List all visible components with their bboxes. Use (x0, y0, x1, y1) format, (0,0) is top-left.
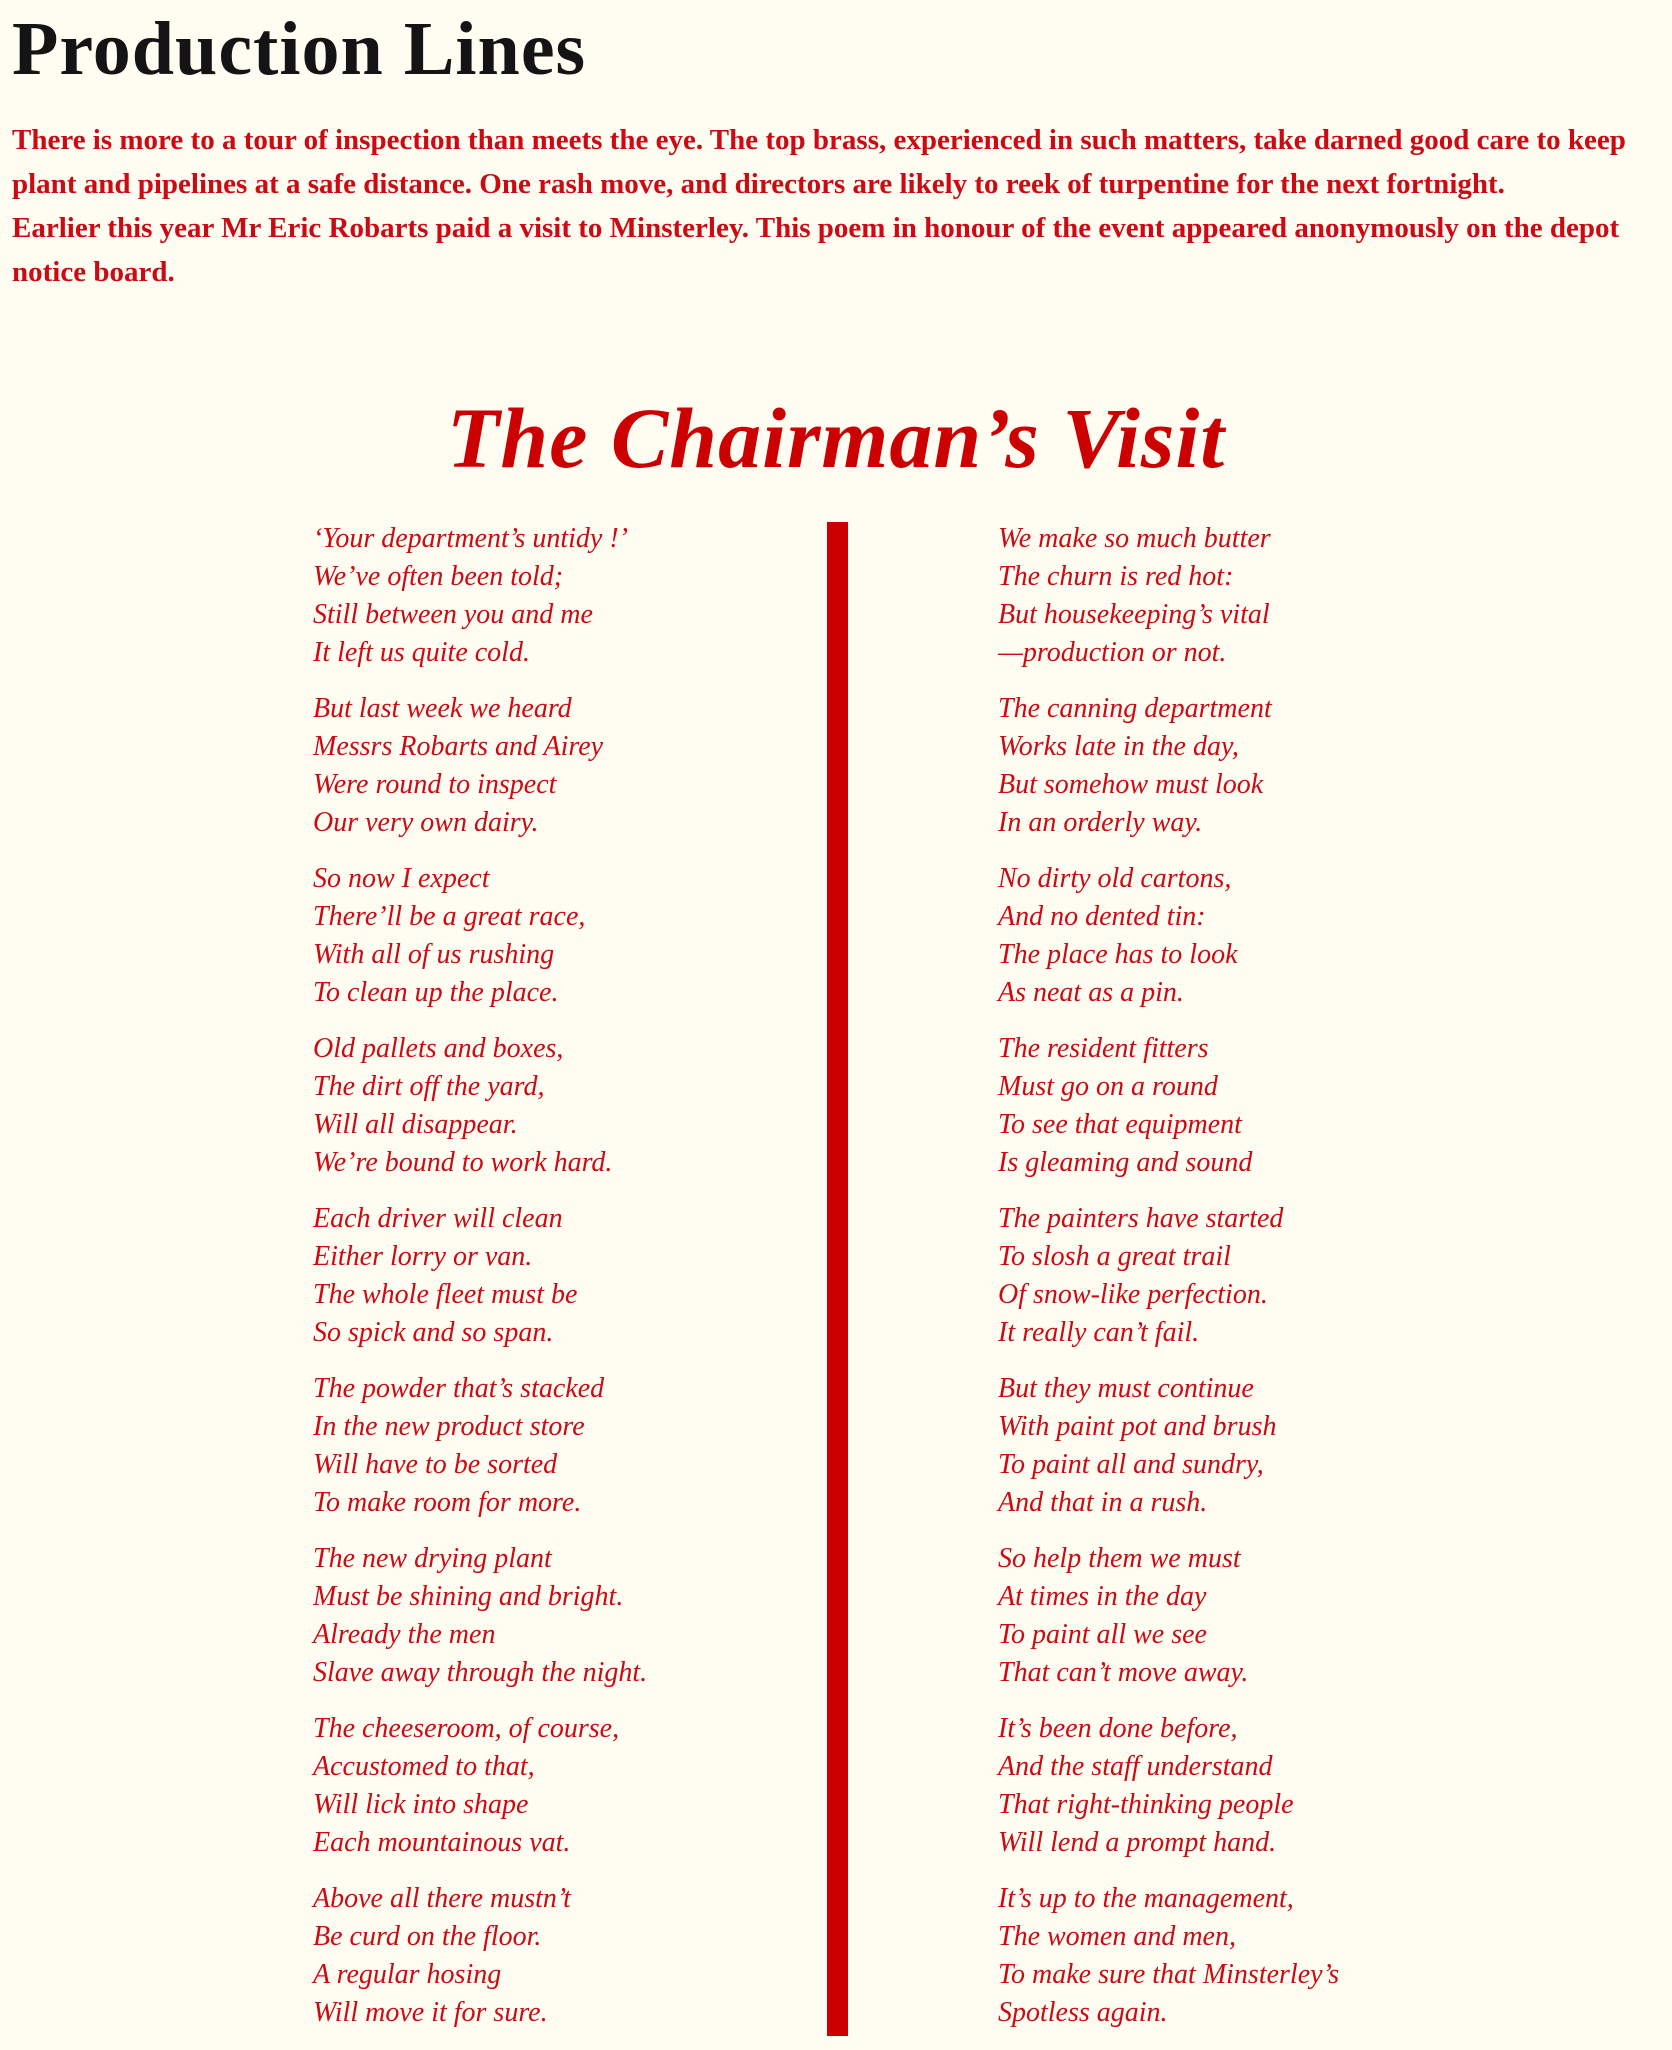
poem-line: No dirty old cartons, (998, 863, 1232, 894)
poem-line: Old pallets and boxes, (313, 1033, 564, 1064)
poem-line: We’ve often been told; (313, 561, 564, 592)
poem-line: Accustomed to that, (313, 1751, 535, 1782)
poem-line: So help them we must (998, 1543, 1241, 1574)
stanza (998, 1710, 1339, 1880)
poem-line: To see that equipment (998, 1109, 1242, 1140)
poem-line: Our very own dairy. (313, 807, 539, 838)
poem-line: But they must continue (998, 1373, 1254, 1404)
stanza (998, 1880, 1339, 2050)
poem-line: Must be shining and bright. (313, 1581, 624, 1612)
poem-line: Will move it for sure. (313, 1997, 548, 2028)
intro-paragraph: Earlier this year Mr Eric Robarts paid a visit to Minsterley. This poem in honour of the event appeared anonymously on the depot notice board. (12, 212, 1620, 288)
stanza (998, 690, 1339, 860)
poem-line: Works late in the day, (998, 731, 1239, 762)
poem-line: Will all disappear. (313, 1109, 518, 1140)
stanza (998, 860, 1339, 1030)
stanza (313, 690, 647, 860)
poem-line: Will lick into shape (313, 1789, 529, 1820)
poem-line: That can’t move away. (998, 1657, 1249, 1688)
poem-right-column (998, 520, 1339, 2050)
poem-line: To paint all we see (998, 1619, 1207, 1650)
poem-line: —production or not. (998, 637, 1227, 668)
poem-line: In the new product store (313, 1411, 585, 1442)
poem-line: As neat as a pin. (998, 977, 1184, 1008)
poem-line: But last week we heard (313, 693, 572, 724)
poem-line: To clean up the place. (313, 977, 559, 1008)
poem-line: And that in a rush. (998, 1487, 1208, 1518)
poem-line: Were round to inspect (313, 769, 557, 800)
poem-line: Already the men (313, 1619, 496, 1650)
poem-line: Messrs Robarts and Airey (313, 731, 604, 762)
poem-line: Is gleaming and sound (998, 1147, 1253, 1178)
poem-line: And no dented tin: (998, 901, 1206, 932)
poem-line: The churn is red hot: (998, 561, 1234, 592)
poem-line: It’s been done before, (998, 1713, 1238, 1744)
poem-line: With all of us rushing (313, 939, 555, 970)
intro-text (12, 118, 1662, 294)
poem-line: With paint pot and brush (998, 1411, 1277, 1442)
poem-left-column (313, 520, 647, 2050)
poem-line: But somehow must look (998, 769, 1264, 800)
poem-line: Spotless again. (998, 1997, 1168, 2028)
poem-line: The dirt off the yard, (313, 1071, 545, 1102)
poem-line: The resident fitters (998, 1033, 1209, 1064)
poem-line: The powder that’s stacked (313, 1373, 605, 1404)
poem-line: The new drying plant (313, 1543, 552, 1574)
poem-line: Above all there mustn’t (313, 1883, 571, 1914)
poem-line: The canning department (998, 693, 1272, 724)
poem-line: And the staff understand (998, 1751, 1273, 1782)
poem-line: The place has to look (998, 939, 1238, 970)
stanza (313, 520, 647, 690)
poem-line: Of snow-like perfection. (998, 1279, 1268, 1310)
stanza (998, 1030, 1339, 1200)
poem-line: To slosh a great trail (998, 1241, 1231, 1272)
stanza (313, 1200, 647, 1370)
poem-line: To make room for more. (313, 1487, 582, 1518)
stanza (313, 1540, 647, 1710)
stanza (998, 520, 1339, 690)
poem-line: There’ll be a great race, (313, 901, 586, 932)
poem-title: The Chairman’s Visit (446, 390, 1226, 486)
poem-line: Will have to be sorted (313, 1449, 558, 1480)
poem-line: Each driver will clean (313, 1203, 563, 1234)
poem-line: Will lend a prompt hand. (998, 1827, 1277, 1858)
poem-line: To make sure that Minsterley’s (998, 1959, 1340, 1990)
poem-line: It’s up to the management, (998, 1883, 1294, 1914)
stanza (998, 1200, 1339, 1370)
poem-line: Be curd on the floor. (313, 1921, 542, 1952)
poem-line: Must go on a round (998, 1071, 1218, 1102)
stanza (313, 1880, 647, 2050)
poem-line: At times in the day (998, 1581, 1207, 1612)
page-title: Production Lines (12, 7, 587, 91)
intro-paragraph: There is more to a tour of inspection than meets the eye. The top brass, experienced in such matters, take darned good care to keep plant and pipelines at a safe distance. One rash move, and directors are likely to reek of turpentine for the next fortnight. (12, 124, 1626, 200)
stanza (313, 1710, 647, 1880)
stanza (998, 1540, 1339, 1710)
stanza (998, 1370, 1339, 1540)
poem-line: In an orderly way. (998, 807, 1203, 838)
poem-line: Each mountainous vat. (313, 1827, 571, 1858)
stanza (313, 1370, 647, 1540)
poem-line: The whole fleet must be (313, 1279, 578, 1310)
poem-line: It really can’t fail. (998, 1317, 1200, 1348)
poem-line: That right-thinking people (998, 1789, 1294, 1820)
column-divider (827, 522, 848, 2036)
poem-line: We make so much butter (998, 523, 1271, 554)
poem-line: But housekeeping’s vital (998, 599, 1270, 630)
stanza (313, 1030, 647, 1200)
poem-line: Still between you and me (313, 599, 593, 630)
poem-line: Either lorry or van. (313, 1241, 533, 1272)
poem-line: The painters have started (998, 1203, 1284, 1234)
poem-line: ‘Your department’s untidy !’ (313, 523, 628, 554)
poem-line: The cheeseroom, of course, (313, 1713, 620, 1744)
poem-line: So spick and so span. (313, 1317, 554, 1348)
stanza (313, 860, 647, 1030)
poem-line: The women and men, (998, 1921, 1236, 1952)
poem-line: We’re bound to work hard. (313, 1147, 613, 1178)
poem-line: To paint all and sundry, (998, 1449, 1264, 1480)
poem-line: Slave away through the night. (313, 1657, 648, 1688)
poem-line: It left us quite cold. (313, 637, 530, 668)
poem-line: A regular hosing (313, 1959, 502, 1990)
poem-line: So now I expect (313, 863, 490, 894)
